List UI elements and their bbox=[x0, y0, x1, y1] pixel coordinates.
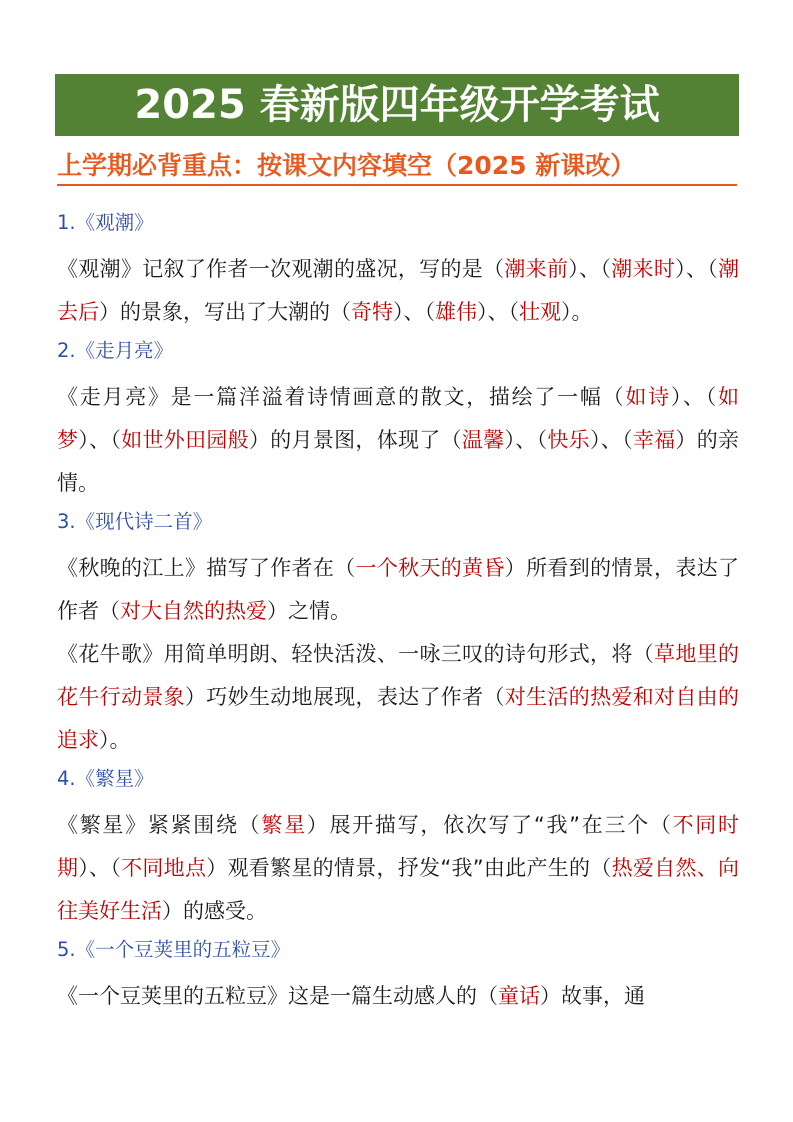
answer-text: 潮去后 bbox=[57, 257, 740, 324]
body-text: ）、（ bbox=[670, 385, 719, 409]
answer-text: 繁星 bbox=[261, 813, 307, 837]
body-text: ）、（ bbox=[568, 257, 612, 281]
body-text: 《观潮》记叙了作者一次观潮的盛况，写的是（ bbox=[57, 257, 505, 281]
section-heading: 1.《观潮》 bbox=[57, 211, 154, 234]
section-heading: 5.《一个豆荚里的五粒豆》 bbox=[57, 938, 291, 961]
section-paragraph bbox=[57, 975, 739, 1018]
body-text: 《花牛歌》用简单明朗、轻快活泼、一咏三叹的诗句形式，将（ bbox=[57, 642, 655, 666]
answer-text: 如诗 bbox=[625, 385, 671, 409]
answer-text: 潮来时 bbox=[611, 257, 676, 281]
section-heading: 3.《现代诗二首》 bbox=[57, 510, 213, 533]
body-text: ）之情。 bbox=[267, 599, 351, 623]
body-text: ）、（ bbox=[675, 257, 719, 281]
content-area bbox=[57, 206, 739, 1018]
body-text: ）故事，通 bbox=[540, 984, 645, 1008]
answer-text: 热爱自然、向往美好生活 bbox=[57, 856, 740, 923]
answer-text: 草地里的花牛行动景象 bbox=[57, 642, 739, 709]
section-paragraph bbox=[57, 804, 739, 933]
body-text: ）巧妙生动地展现，表达了作者（ bbox=[184, 685, 505, 709]
answer-text: 对大自然的热爱 bbox=[120, 599, 267, 623]
body-text: ）、（ bbox=[393, 300, 435, 324]
title-banner bbox=[55, 74, 739, 136]
answer-text: 温馨 bbox=[461, 428, 505, 452]
page-subtitle: 上学期必背重点：按课文内容填空（2025 新课改） bbox=[57, 151, 636, 180]
answer-text: 不同地点 bbox=[121, 856, 207, 880]
body-text: 《繁星》紧紧围绕（ bbox=[57, 813, 262, 837]
body-text: ）、（ bbox=[504, 428, 548, 452]
body-text: ）展开描写，依次写了“我”在三个（ bbox=[306, 813, 673, 837]
answer-text: 雄伟 bbox=[435, 300, 477, 324]
page-title: 2025 春新版四年级开学考试 bbox=[134, 82, 660, 128]
section-paragraph bbox=[57, 633, 739, 762]
body-text: ）的亲情。 bbox=[57, 428, 740, 495]
body-text: ）。 bbox=[561, 300, 593, 324]
body-text: ）的月景图，体现了（ bbox=[248, 428, 462, 452]
answer-text: 对生活的热爱和对自由的追求 bbox=[57, 685, 740, 752]
body-text: ）、（ bbox=[78, 856, 122, 880]
body-text: ）观看繁星的情景，抒发“我”由此产生的（ bbox=[206, 856, 612, 880]
subtitle-underline bbox=[57, 184, 737, 186]
body-text: 《秋晚的江上》描写了作者在（ bbox=[57, 556, 356, 580]
answer-text: 如世外田园般 bbox=[121, 428, 249, 452]
body-text: ）、（ bbox=[589, 428, 633, 452]
section-paragraph bbox=[57, 547, 739, 633]
body-text: 《一个豆荚里的五粒豆》这是一篇生动感人的（ bbox=[57, 984, 498, 1008]
body-text: ）、（ bbox=[477, 300, 519, 324]
body-text: ）的景象，写出了大潮的（ bbox=[99, 300, 351, 324]
body-text: ）、（ bbox=[78, 428, 122, 452]
body-text: ）所看到的情景，表达了作者（ bbox=[57, 556, 740, 623]
answer-text: 如梦 bbox=[57, 385, 740, 452]
section-heading: 2.《走月亮》 bbox=[57, 339, 174, 362]
answer-text: 不同时期 bbox=[57, 813, 740, 880]
answer-text: 幸福 bbox=[632, 428, 676, 452]
body-text: ）。 bbox=[99, 728, 131, 752]
answer-text: 奇特 bbox=[351, 300, 393, 324]
body-text: 《走月亮》是一篇洋溢着诗情画意的散文，描绘了一幅（ bbox=[57, 385, 626, 409]
section-paragraph bbox=[57, 376, 739, 505]
answer-text: 潮来前 bbox=[504, 257, 569, 281]
answer-text: 快乐 bbox=[547, 428, 590, 452]
section-heading: 4.《繁星》 bbox=[57, 767, 154, 790]
body-text: ）的感受。 bbox=[162, 899, 267, 923]
answer-text: 童话 bbox=[498, 984, 540, 1008]
answer-text: 壮观 bbox=[519, 300, 561, 324]
section-paragraph bbox=[57, 248, 739, 334]
answer-text: 一个秋天的黄昏 bbox=[355, 556, 505, 580]
